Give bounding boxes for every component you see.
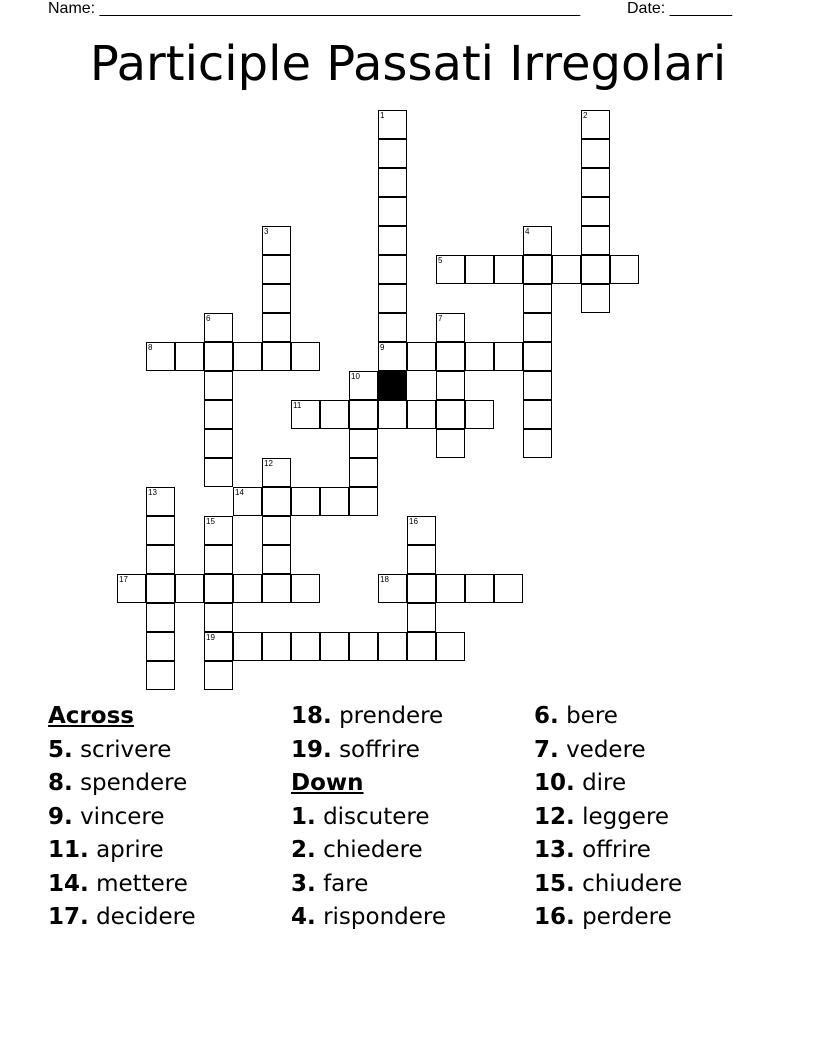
grid-cell[interactable] (204, 342, 233, 371)
grid-cell[interactable] (581, 197, 610, 226)
down-clue (291, 868, 531, 902)
grid-cell[interactable] (146, 661, 175, 690)
grid-cell[interactable] (117, 574, 146, 603)
grid-cell[interactable] (233, 342, 262, 371)
clue-text: soffrire (339, 736, 420, 763)
grid-cell[interactable] (407, 545, 436, 574)
clue-number: 11. (48, 837, 89, 863)
grid-cell[interactable] (378, 110, 407, 139)
grid-cell[interactable] (291, 400, 320, 429)
grid-cell[interactable] (146, 342, 175, 371)
down-clue (534, 901, 774, 935)
grid-cell[interactable] (204, 400, 233, 429)
clue-text: spendere (80, 770, 188, 796)
clue-number-label: 14 (235, 488, 244, 497)
clue-number: 19. (291, 736, 332, 763)
across-clue (291, 734, 531, 768)
clue-text: aprire (96, 837, 164, 863)
grid-cell[interactable] (581, 226, 610, 255)
grid-cell[interactable] (262, 226, 291, 255)
clue-number-label: 18 (380, 575, 389, 584)
clue-number-label: 3 (264, 227, 269, 236)
grid-cell[interactable] (378, 400, 407, 429)
grid-cell[interactable] (436, 400, 465, 429)
clues-column-1 (48, 700, 288, 935)
page-title: Participle Passati Irregolari (89, 36, 727, 92)
grid-cell[interactable] (349, 400, 378, 429)
grid-cell[interactable] (262, 487, 291, 516)
grid-cell[interactable] (262, 342, 291, 371)
grid-cell[interactable] (523, 429, 552, 458)
grid-cell[interactable] (378, 139, 407, 168)
clue-number-label: 10 (351, 372, 360, 381)
clue-number-label: 2 (583, 111, 588, 120)
grid-cell[interactable] (407, 574, 436, 603)
grid-cell[interactable] (349, 487, 378, 516)
clue-number: 4. (291, 904, 316, 930)
clue-number-label: 17 (119, 575, 128, 584)
grid-cell[interactable] (291, 342, 320, 371)
grid-cell[interactable] (262, 574, 291, 603)
clues-column-3 (534, 700, 774, 935)
grid-cell[interactable] (320, 400, 349, 429)
grid-cell[interactable] (204, 458, 233, 487)
grid-cell[interactable] (262, 255, 291, 284)
grid-cell[interactable] (494, 574, 523, 603)
grid-cell[interactable] (581, 284, 610, 313)
grid-cell[interactable] (436, 313, 465, 342)
across-clue (48, 801, 288, 835)
clue-number-label: 1 (380, 111, 385, 120)
down-clue (291, 901, 531, 935)
clue-text: rispondere (323, 904, 446, 930)
clue-number: 10. (534, 770, 575, 796)
black-cell (378, 371, 407, 400)
grid-cell[interactable] (146, 545, 175, 574)
down-clue (291, 801, 531, 835)
clue-number-label: 7 (438, 314, 443, 323)
grid-cell[interactable] (465, 400, 494, 429)
grid-cell[interactable] (436, 429, 465, 458)
grid-cell[interactable] (581, 255, 610, 284)
grid-cell[interactable] (349, 632, 378, 661)
grid-cell[interactable] (291, 632, 320, 661)
grid-cell[interactable] (610, 255, 639, 284)
grid-cell[interactable] (407, 400, 436, 429)
clue-text: discutere (323, 803, 430, 830)
down-clue (291, 834, 531, 868)
grid-cell[interactable] (378, 313, 407, 342)
clue-number: 17. (48, 904, 89, 930)
grid-cell[interactable] (233, 632, 262, 661)
grid-cell[interactable] (262, 545, 291, 574)
clue-number: 3. (291, 870, 316, 897)
grid-cell[interactable] (465, 342, 494, 371)
across-clue (48, 767, 288, 801)
grid-cell[interactable] (436, 632, 465, 661)
grid-cell[interactable] (523, 371, 552, 400)
grid-cell[interactable] (204, 603, 233, 632)
down-clue (534, 700, 774, 734)
grid-cell[interactable] (204, 661, 233, 690)
grid-cell[interactable] (407, 516, 436, 545)
clue-text: scrivere (80, 736, 172, 763)
clues-section (48, 700, 788, 950)
grid-cell[interactable] (436, 342, 465, 371)
name-field-label: Name: ______________________________________________________ (48, 0, 581, 17)
date-field-label: Date: _______ (627, 0, 732, 17)
grid-cell[interactable] (146, 603, 175, 632)
grid-cell[interactable] (320, 632, 349, 661)
clues-column-2 (291, 700, 531, 935)
grid-cell[interactable] (233, 574, 262, 603)
grid-cell[interactable] (262, 458, 291, 487)
down-heading: Down (291, 770, 364, 796)
grid-cell[interactable] (204, 429, 233, 458)
grid-cell[interactable] (204, 574, 233, 603)
clue-number-label: 9 (380, 343, 385, 352)
across-heading: Across (48, 703, 134, 729)
grid-cell[interactable] (378, 168, 407, 197)
grid-cell[interactable] (436, 574, 465, 603)
grid-cell[interactable] (204, 545, 233, 574)
grid-cell[interactable] (349, 429, 378, 458)
down-clue (534, 767, 774, 801)
clue-number: 16. (534, 904, 575, 930)
clue-text: decidere (96, 904, 196, 930)
grid-cell[interactable] (378, 255, 407, 284)
across-clue (48, 834, 288, 868)
grid-cell[interactable] (262, 284, 291, 313)
clue-number: 2. (291, 837, 316, 863)
grid-cell[interactable] (146, 516, 175, 545)
clue-text: offrire (582, 837, 651, 863)
clue-text: chiedere (323, 837, 423, 863)
clue-number: 8. (48, 770, 73, 796)
across-clue (48, 868, 288, 902)
across-clue (291, 700, 531, 734)
clue-number: 14. (48, 870, 89, 897)
grid-cell[interactable] (436, 371, 465, 400)
grid-cell[interactable] (523, 226, 552, 255)
clue-number-label: 12 (264, 459, 273, 468)
grid-cell[interactable] (581, 139, 610, 168)
grid-cell[interactable] (494, 255, 523, 284)
clue-text: prendere (339, 703, 444, 729)
grid-cell[interactable] (233, 487, 262, 516)
grid-cell[interactable] (175, 574, 204, 603)
grid-cell[interactable] (552, 255, 581, 284)
grid-cell[interactable] (523, 284, 552, 313)
clue-number: 15. (534, 870, 575, 897)
down-clue (534, 734, 774, 768)
grid-cell[interactable] (378, 632, 407, 661)
grid-cell[interactable] (378, 284, 407, 313)
across-clue (48, 734, 288, 768)
clue-number: 7. (534, 736, 559, 763)
grid-cell[interactable] (291, 574, 320, 603)
clue-number-label: 11 (293, 401, 302, 410)
down-clue (534, 868, 774, 902)
grid-cell[interactable] (581, 110, 610, 139)
grid-cell[interactable] (465, 255, 494, 284)
grid-cell[interactable] (523, 255, 552, 284)
grid-cell[interactable] (204, 516, 233, 545)
grid-cell[interactable] (349, 371, 378, 400)
clue-text: leggere (582, 803, 670, 830)
grid-cell[interactable] (262, 632, 291, 661)
clue-number-label: 6 (206, 314, 211, 323)
clue-number: 1. (291, 803, 316, 830)
clue-number: 13. (534, 837, 575, 863)
grid-cell[interactable] (175, 342, 204, 371)
grid-cell[interactable] (146, 632, 175, 661)
grid-cell[interactable] (436, 255, 465, 284)
clue-number-label: 13 (148, 488, 157, 497)
clue-number: 18. (291, 703, 332, 729)
clue-number-label: 5 (438, 256, 443, 265)
grid-cell[interactable] (204, 632, 233, 661)
grid-cell[interactable] (262, 516, 291, 545)
clue-text: dire (582, 770, 627, 796)
clue-number: 12. (534, 803, 575, 830)
grid-cell[interactable] (523, 313, 552, 342)
clue-text: fare (323, 870, 369, 897)
grid-cell[interactable] (378, 197, 407, 226)
grid-cell[interactable] (320, 487, 349, 516)
clue-number: 9. (48, 803, 73, 830)
grid-cell[interactable] (378, 574, 407, 603)
clue-number: 5. (48, 736, 73, 763)
down-clue (534, 834, 774, 868)
clue-number-label: 16 (409, 517, 418, 526)
grid-cell[interactable] (146, 487, 175, 516)
grid-cell[interactable] (378, 342, 407, 371)
grid-cell[interactable] (465, 574, 494, 603)
across-clue (48, 901, 288, 935)
grid-cell[interactable] (494, 342, 523, 371)
grid-cell[interactable] (349, 458, 378, 487)
grid-cell[interactable] (407, 603, 436, 632)
grid-cell[interactable] (204, 313, 233, 342)
grid-cell[interactable] (581, 168, 610, 197)
clue-number: 6. (534, 703, 559, 729)
clue-text: perdere (582, 904, 672, 930)
down-clue (534, 801, 774, 835)
clue-text: bere (566, 703, 618, 729)
clue-text: chiudere (582, 870, 683, 897)
clue-number-label: 8 (148, 343, 153, 352)
grid-cell[interactable] (378, 226, 407, 255)
grid-cell[interactable] (204, 371, 233, 400)
grid-cell[interactable] (291, 487, 320, 516)
grid-cell[interactable] (523, 400, 552, 429)
grid-cell[interactable] (407, 342, 436, 371)
clue-text: vedere (566, 736, 646, 763)
grid-cell[interactable] (523, 342, 552, 371)
clue-text: mettere (96, 870, 188, 897)
clue-text: vincere (80, 803, 165, 830)
grid-cell[interactable] (407, 632, 436, 661)
grid-cell[interactable] (146, 574, 175, 603)
grid-cell[interactable] (262, 313, 291, 342)
clue-number-label: 15 (206, 517, 215, 526)
clue-number-label: 4 (525, 227, 530, 236)
clue-number-label: 19 (206, 633, 215, 642)
